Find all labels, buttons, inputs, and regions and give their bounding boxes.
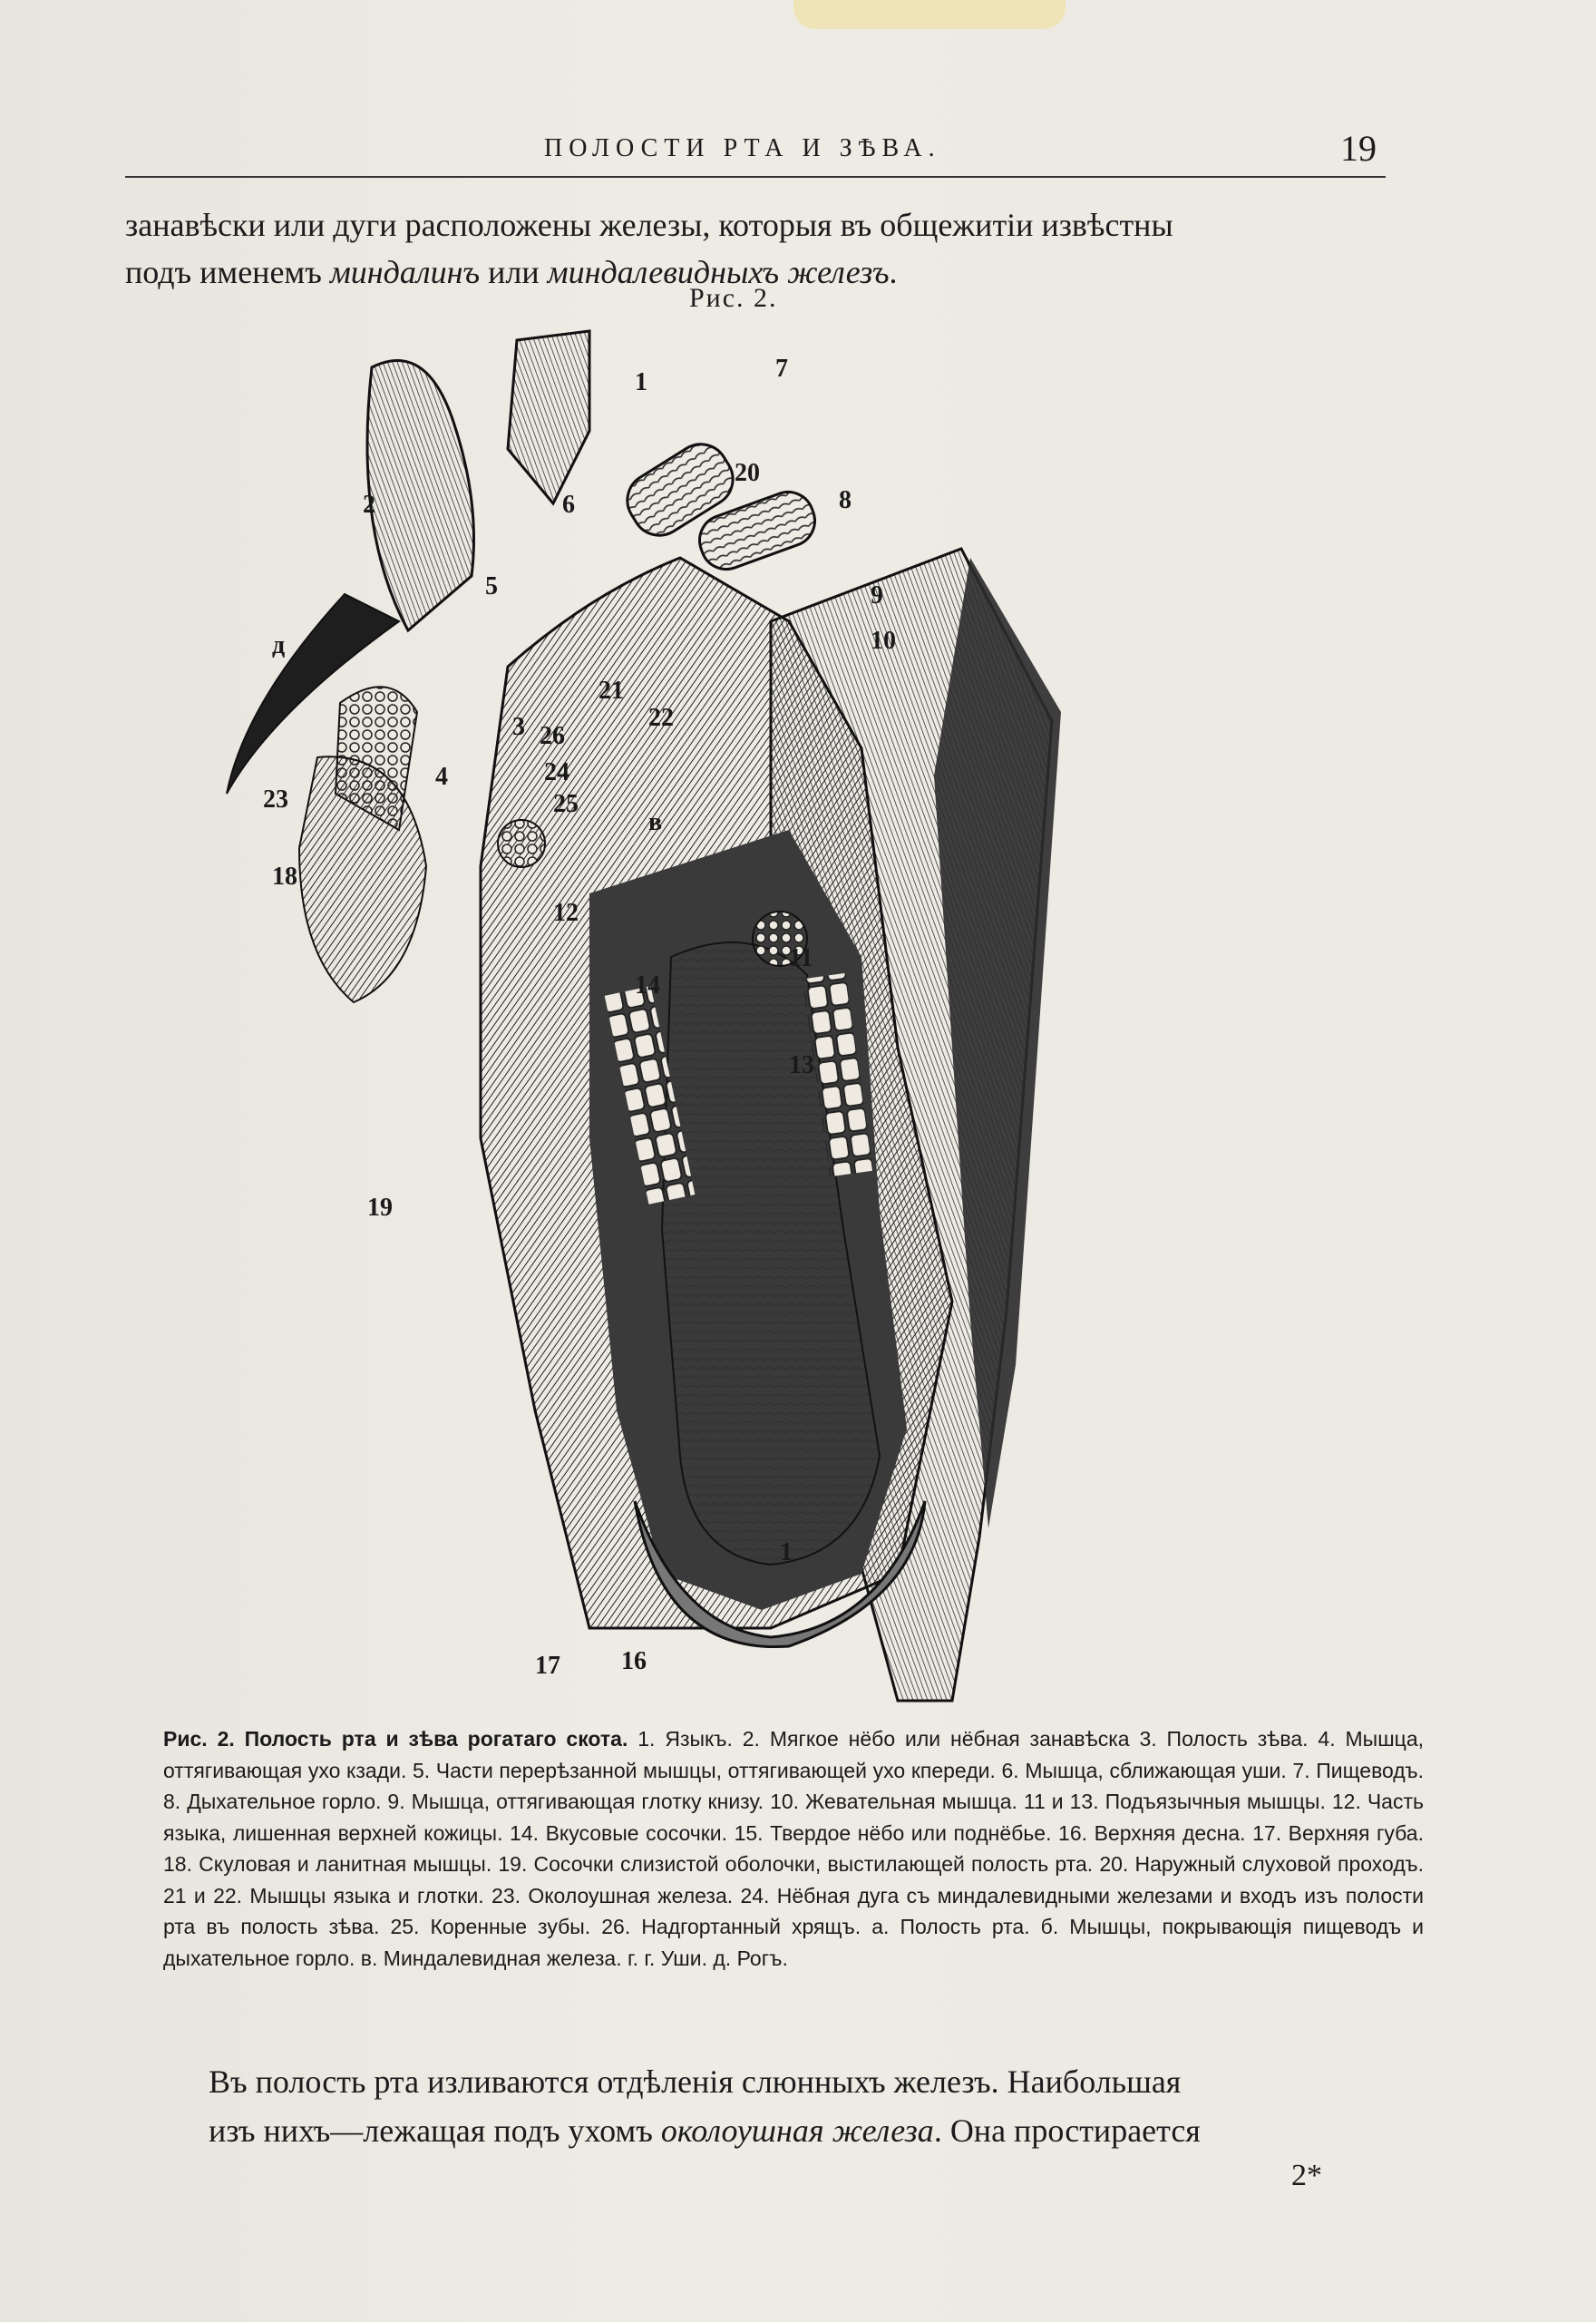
header-rule <box>125 176 1386 178</box>
tonsil-left <box>498 820 545 867</box>
callout-6: 6 <box>562 491 575 519</box>
callout-26: 26 <box>540 722 565 750</box>
callout-1-top: 1 <box>635 368 647 396</box>
callout-16: 16 <box>621 1647 647 1675</box>
signature-mark: 2* <box>1291 2159 1322 2192</box>
caption-text: 1. Языкъ. 2. Мягкое нёбо или нёбная занавѣска 3. Полость зѣва. 4. Мышца, оттягивающая ухо кзади. 5. Части перерѣзанной мышцы, оттягивающей ухо кпереди. 6. Мышца, сближающая уши. 7. Пищеводъ. 8. Дыхательное горло. 9. Мышца, оттягивающая глотку книзу. 10. Жевательная мышца. 11 и 13. Подъязычныя мышцы. 12. Часть языка, лишенная верхней кожицы. 14. Вкусовые сосочки. 15. Твердое нёбо или поднёбье. 16. Верхняя десна. 17. Верхняя губа. 18. Скуловая и ланитная мышцы. 19. Сосочки слизистой оболочки, выстилающей полость рта. 20. Наружный слуховой проходъ. 21 и 22. Мышцы языка и глотки. 23. Околоушная железа. 24. Нёбная дуга съ миндалевидными железами и входъ изъ полости рта въ полость зѣва. 25. Коренные зубы. 26. Надгортанный хрящъ. а. Полость рта. б. Мышцы, покрывающія пищеводъ и дыхательное горло. в. Миндалевидная железа. г. г. Уши. д. Рогъ. <box>163 1727 1425 1970</box>
callout-20: 20 <box>735 459 760 487</box>
intro-paragraph <box>125 201 1386 296</box>
callout-4: 4 <box>435 763 448 791</box>
callout-7: 7 <box>775 355 788 383</box>
callout-21: 21 <box>598 677 624 705</box>
callout-17: 17 <box>535 1652 560 1680</box>
callout-12: 12 <box>553 899 579 927</box>
callout-22: 22 <box>648 704 674 732</box>
paper-tab <box>793 0 1066 29</box>
anatomical-figure <box>209 322 1387 1728</box>
figure-caption <box>163 1723 1424 1974</box>
callout-13: 13 <box>789 1051 814 1079</box>
callout-19: 19 <box>367 1194 393 1222</box>
figure-label: Рис. 2. <box>689 283 778 313</box>
callout-23: 23 <box>263 785 288 814</box>
caption-title: Рис. 2. Полость рта и зѣва рогатаго скота. <box>163 1727 628 1751</box>
callout-25: 25 <box>553 790 579 818</box>
callout-8: 8 <box>839 486 852 514</box>
term-tonsils: миндалинъ <box>329 254 481 290</box>
callout-18: 18 <box>272 863 297 891</box>
closing-paragraph <box>209 2057 1424 2155</box>
callout-11: 11 <box>789 944 813 972</box>
intro-line-2: подъ именемъ миндалинъ или миндалевидныхъ железъ. <box>125 254 898 290</box>
callout-24: 24 <box>544 758 569 786</box>
callout-5: 5 <box>485 572 498 600</box>
callout-1-bottom: 1 <box>780 1538 793 1566</box>
page-number: 19 <box>1340 128 1377 169</box>
callout-2: 2 <box>363 491 375 519</box>
callout-14: 14 <box>635 971 660 1000</box>
running-head: ПОЛОСТИ РТА И ЗѢВА. <box>544 134 941 162</box>
callout-10: 10 <box>871 627 896 655</box>
cheek-muscle <box>299 756 426 1002</box>
closing-line-1: Въ полость рта изливаются отдѣленія слюнныхъ железъ. Наибольшая <box>209 2063 1182 2100</box>
intro-line-1: занавѣски или дуги расположены железы, которыя въ общежитіи извѣстны <box>125 207 1173 243</box>
callout-v: в <box>648 808 663 836</box>
callout-3: 3 <box>512 713 525 741</box>
neck-stub <box>508 331 589 503</box>
cow-mouth-engraving <box>209 322 1387 1728</box>
ear <box>367 361 474 631</box>
term-parotid: околоушная железа <box>660 2112 934 2149</box>
closing-line-2: изъ нихъ—лежащая подъ ухомъ околоушная железа. Она простирается <box>209 2112 1201 2149</box>
term-tonsil-glands: миндалевидныхъ железъ <box>547 254 890 290</box>
callout-d: д <box>272 631 286 659</box>
callout-9: 9 <box>871 581 883 610</box>
